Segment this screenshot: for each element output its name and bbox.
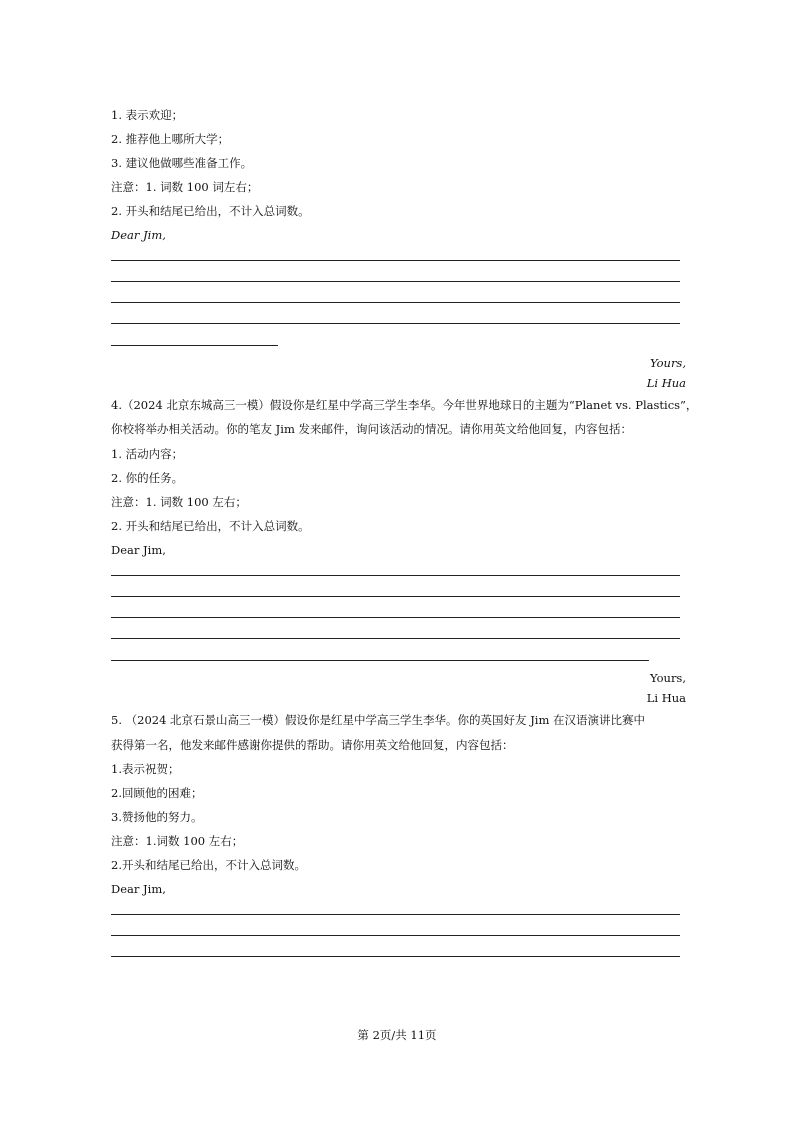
s3-answer-line-3 xyxy=(111,302,680,303)
s4-item-1: 1. 活动内容； xyxy=(111,447,184,461)
s3-answer-line-4 xyxy=(111,323,680,324)
s5-greeting: Dear Jim, xyxy=(111,882,166,896)
page-number: 第 2页/共 11页 xyxy=(357,1028,437,1042)
s5-answer-line-1 xyxy=(111,914,680,915)
s3-item-3: 3. 建议他做哪些准备工作。 xyxy=(111,156,253,170)
s5-answer-line-2 xyxy=(111,935,680,936)
s5-prompt-line-1: 5. （2024 北京石景山高三一模）假设你是红星中学高三学生李华。你的英国好友 Jim 在汉语演讲比赛中 xyxy=(111,713,646,727)
s3-answer-line-2 xyxy=(111,281,680,282)
s3-note-1: 注意：1. 词数 100 词左右； xyxy=(111,180,259,194)
s5-note-2: 2.开头和结尾已给出，不计入总词数。 xyxy=(111,858,306,872)
s3-note-2: 2. 开头和结尾已给出，不计入总词数。 xyxy=(111,204,310,218)
s4-answer-line-4 xyxy=(111,638,680,639)
s3-closing: Yours, xyxy=(650,356,686,370)
s4-closing: Yours, xyxy=(650,671,686,685)
s4-answer-line-3 xyxy=(111,617,680,618)
s3-item-2: 2. 推荐他上哪所大学； xyxy=(111,132,230,146)
s5-item-3: 3.赞扬他的努力。 xyxy=(111,810,203,824)
s4-answer-line-2 xyxy=(111,596,680,597)
s4-prompt-line-2: 你校将举办相关活动。你的笔友 Jim 发来邮件，询问该活动的情况。请你用英文给他回复，内容包括： xyxy=(111,422,632,436)
s5-note-1: 注意：1.词数 100 左右； xyxy=(111,834,244,848)
s5-item-1: 1.表示祝贺； xyxy=(111,762,180,776)
s3-item-1: 1. 表示欢迎； xyxy=(111,108,184,122)
s4-signature: Li Hua xyxy=(646,691,686,705)
s3-greeting: Dear Jim, xyxy=(111,228,166,242)
s4-answer-line-5 xyxy=(111,660,649,661)
s4-answer-line-1 xyxy=(111,575,680,576)
s4-note-2: 2. 开头和结尾已给出，不计入总词数。 xyxy=(111,519,310,533)
s4-note-1: 注意：1. 词数 100 左右； xyxy=(111,495,247,509)
s3-answer-line-1 xyxy=(111,260,680,261)
s4-item-2: 2. 你的任务。 xyxy=(111,471,184,485)
s5-item-2: 2.回顾他的困难； xyxy=(111,786,203,800)
s5-prompt-line-2: 获得第一名，他发来邮件感谢你提供的帮助。请你用英文给他回复，内容包括： xyxy=(111,738,514,752)
s4-greeting: Dear Jim, xyxy=(111,543,166,557)
s3-answer-line-5 xyxy=(111,345,278,346)
s3-signature: Li Hua xyxy=(646,376,686,390)
s4-prompt-line-1: 4.（2024 北京东城高三一模）假设你是红星中学高三学生李华。今年世界地球日的主题为“Planet vs. Plastics”， xyxy=(111,398,698,412)
s5-answer-line-3 xyxy=(111,956,680,957)
